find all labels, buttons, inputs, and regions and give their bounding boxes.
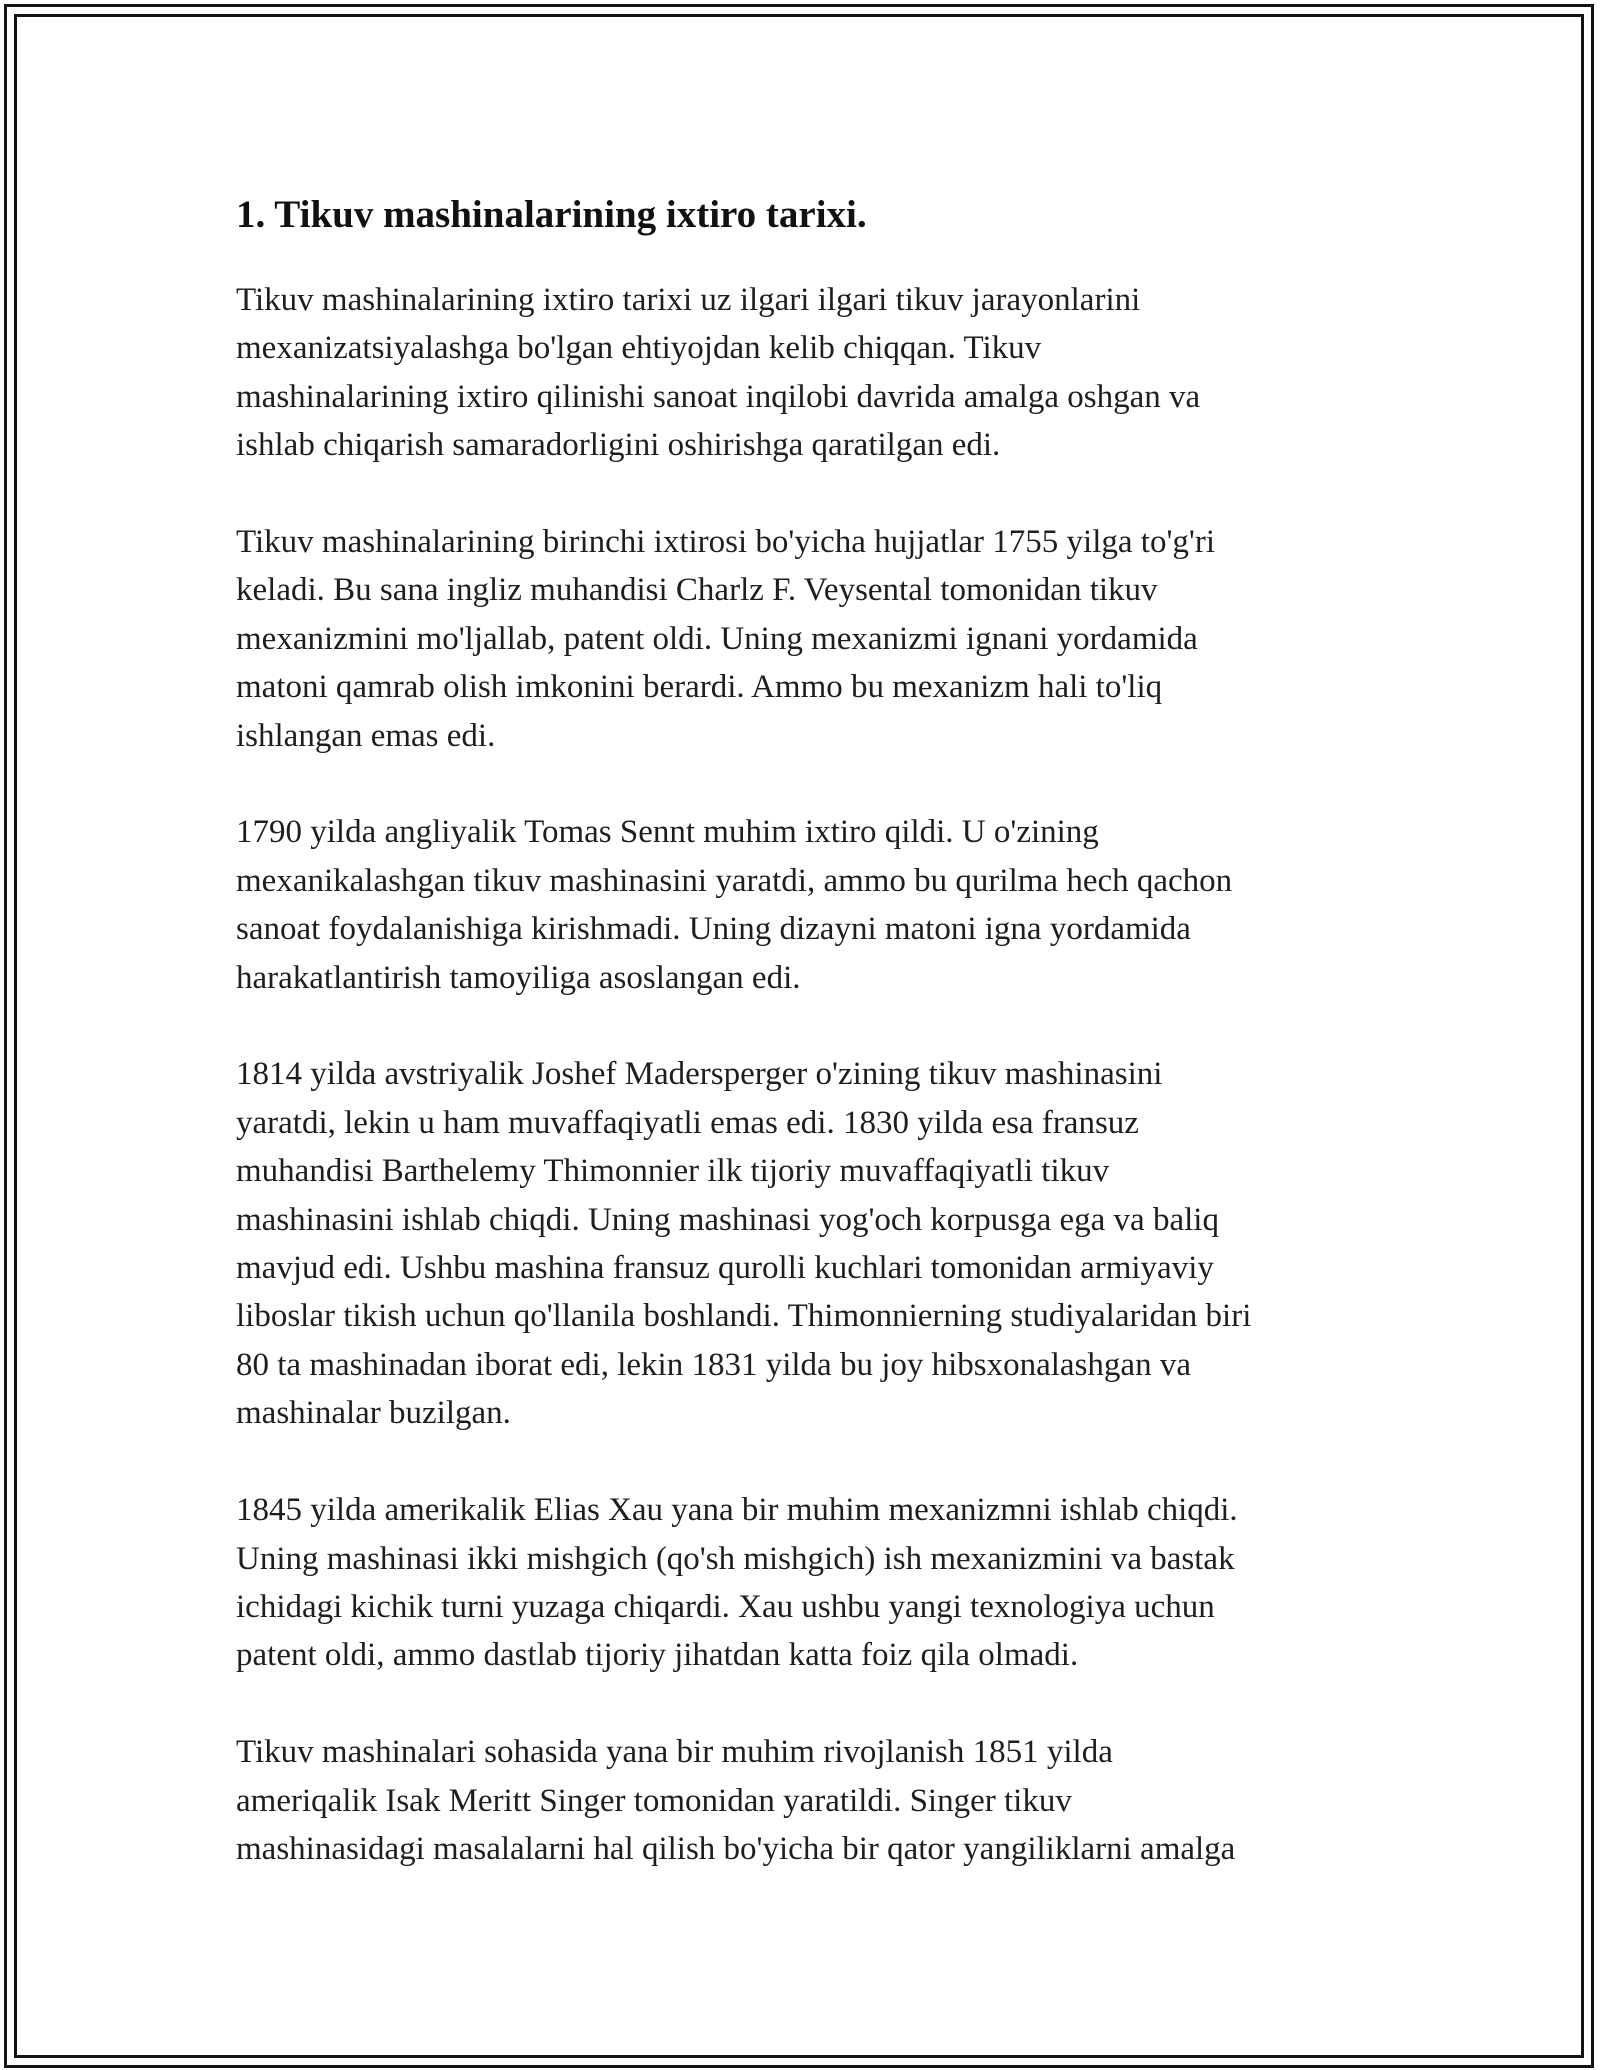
paragraph-6: Tikuv mashinalari sohasida yana bir muhim rivojlanish 1851 yilda ameriqalik Isak Meritt Singer tomonidan yaratildi. Singer tikuv mashinasidagi masalalarni hal qilish bo'yicha bir qator yangiliklarni amalga (236, 1734, 1236, 1867)
paragraph-1: Tikuv mashinalarining ixtiro tarixi uz ilgari ilgari tikuv jarayonlarini mexanizatsiyalashga bo'lgan ehtiyojdan kelib chiqqan. Tikuv mashinalarining ixtiro qilinishi sanoat inqilobi davrida amalga oshgan va ishlab chiqarish samaradorligini oshirishga qaratilgan edi. (236, 282, 1201, 464)
paragraph-3: 1790 yilda angliyalik Tomas Sennt muhim ixtiro qildi. U o'zining mexanikalashgan tikuv mashinasini yaratdi, ammo bu qurilma hech qachon sanoat foydalanishiga kirishmadi. Uning dizayni matoni igna yordamida harakatlantirish tamoyiliga asoslangan edi. (236, 814, 1233, 996)
paragraph-4: 1814 yilda avstriyalik Joshef Madersperger o'zining tikuv mashinasini yaratdi, lekin u ham muvaffaqiyatli emas edi. 1830 yilda esa fransuz muhandisi Barthelemy Thimonnier ilk tijoriy muvaffaqiyatli tikuv mashinasini ishlab chiqdi. Uning mashinasi yog'och korpusga ega va baliq mavjud edi. Ushbu mashina fransuz qurolli kuchlari tomonidan armiyaviy liboslar tikish uchun qo'llanila boshlandi. Thimonnierning studiyalaridan biri 80 ta mashinadan iborat edi, lekin 1831 yilda bu joy hibsxonalashgan va mashinalar buzilgan. (236, 1056, 1252, 1432)
section-title: 1. Tikuv mashinalarining ixtiro tarixi. (236, 193, 867, 236)
paragraph-5: 1845 yilda amerikalik Elias Xau yana bir muhim mexanizmni ishlab chiqdi. Uning mashinasi ikki mishgich (qo'sh mishgich) ish mexanizmini va bastak ichidagi kichik turni yuzaga chiqardi. Xau ushbu yangi texnologiya uchun patent oldi, ammo dastlab tijoriy jihatdan katta foiz qila olmadi. (236, 1492, 1238, 1674)
paragraph-2: Tikuv mashinalarining birinchi ixtirosi bo'yicha hujjatlar 1755 yilga to'g'ri keladi. Bu sana ingliz muhandisi Charlz F. Veysental tomonidan tikuv mexanizmini mo'ljallab, patent oldi. Uning mexanizmi ignani yordamida matoni qamrab olish imkonini berardi. Ammo bu mexanizm hali to'liq ishlangan emas edi. (236, 524, 1215, 754)
document-body (236, 186, 1372, 1922)
